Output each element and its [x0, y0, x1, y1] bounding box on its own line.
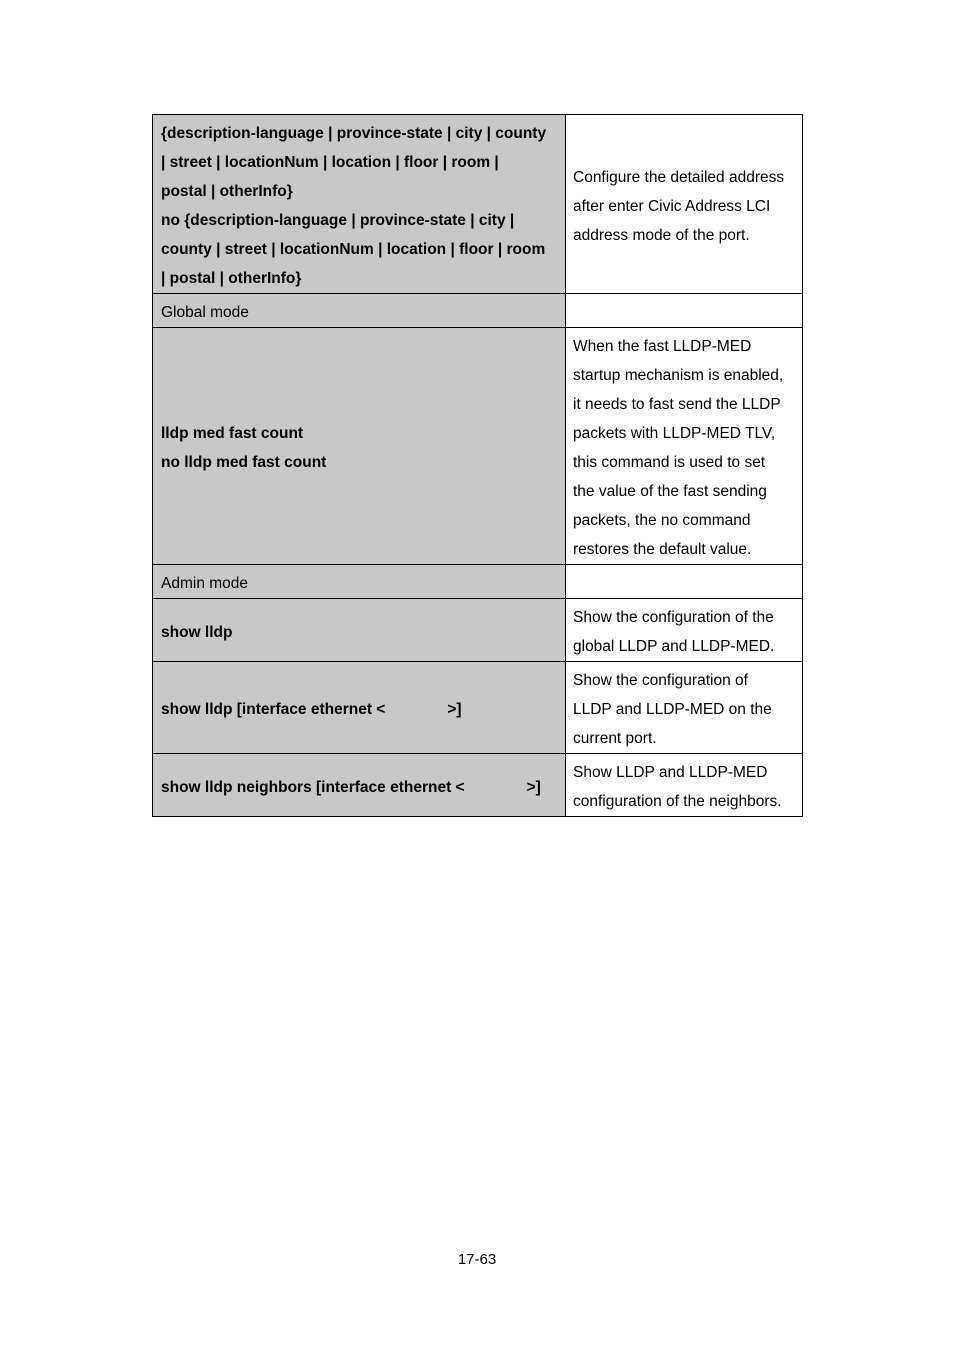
command-table [152, 114, 803, 817]
table-row [153, 115, 803, 294]
description-cell [566, 662, 803, 754]
command-line: {description-language | province-state | city | county [161, 125, 547, 142]
description-line: Show LLDP and LLDP-MED [573, 764, 768, 781]
description-cell [566, 599, 803, 662]
command-prefix: show lldp [interface ethernet < [161, 701, 386, 718]
description-cell [566, 115, 803, 294]
command-line [161, 773, 559, 802]
description-line: restores the default value. [573, 541, 752, 558]
description-line: address mode of the port. [573, 226, 750, 244]
table-row [153, 565, 803, 599]
description-line: the value of the fast sending [573, 483, 767, 500]
command-line: no {description-language | province-state | city | [161, 212, 515, 229]
description-line: Configure the detailed address [573, 168, 785, 186]
description-cell [566, 294, 803, 328]
description-line: When the fast LLDP-MED [573, 338, 752, 355]
command-line: | street | locationNum | location | floor | room | [161, 154, 499, 171]
description-line: after enter Civic Address LCI [573, 197, 771, 215]
description-line: startup mechanism is enabled, [573, 367, 784, 384]
description-cell [566, 754, 803, 817]
mode-label: Admin mode [161, 575, 249, 592]
description-line: packets with LLDP-MED TLV, [573, 425, 776, 442]
table-row [153, 328, 803, 565]
mode-cell [153, 565, 566, 599]
command-cell [153, 328, 566, 565]
description-cell [566, 565, 803, 599]
mode-label: Global mode [161, 304, 249, 321]
description-line: it needs to fast send the LLDP [573, 396, 781, 413]
mode-cell [153, 294, 566, 328]
description-line: current port. [573, 730, 657, 747]
description-line: LLDP and LLDP-MED on the [573, 701, 772, 718]
description-line: Show the configuration of the [573, 609, 774, 626]
description-line: global LLDP and LLDP-MED. [573, 638, 775, 655]
command-prefix: show lldp neighbors [interface ethernet < [161, 778, 465, 796]
description-line: this command is used to set [573, 454, 766, 471]
command-cell [153, 599, 566, 662]
command-line: | postal | otherInfo} [161, 270, 302, 287]
command-cell [153, 754, 566, 817]
command-suffix: >] [447, 701, 462, 718]
command-line: county | street | locationNum | location | floor | room [161, 241, 546, 258]
page-number: 17-63 [457, 1251, 497, 1268]
command-line: postal | otherInfo} [161, 183, 293, 200]
command-suffix: >] [526, 778, 541, 796]
description-line: Show the configuration of [573, 672, 748, 689]
command-line [161, 695, 559, 724]
description-cell [566, 328, 803, 565]
command-line: no lldp med fast count [161, 454, 327, 471]
table-row [153, 662, 803, 754]
table-row [153, 599, 803, 662]
command-line: show lldp [161, 623, 233, 641]
command-line: lldp med fast count [161, 425, 304, 442]
description-line: packets, the no command [573, 512, 751, 529]
table-row [153, 754, 803, 817]
description-line: configuration of the neighbors. [573, 793, 782, 810]
command-cell [153, 662, 566, 754]
command-cell [153, 115, 566, 294]
table-row [153, 294, 803, 328]
